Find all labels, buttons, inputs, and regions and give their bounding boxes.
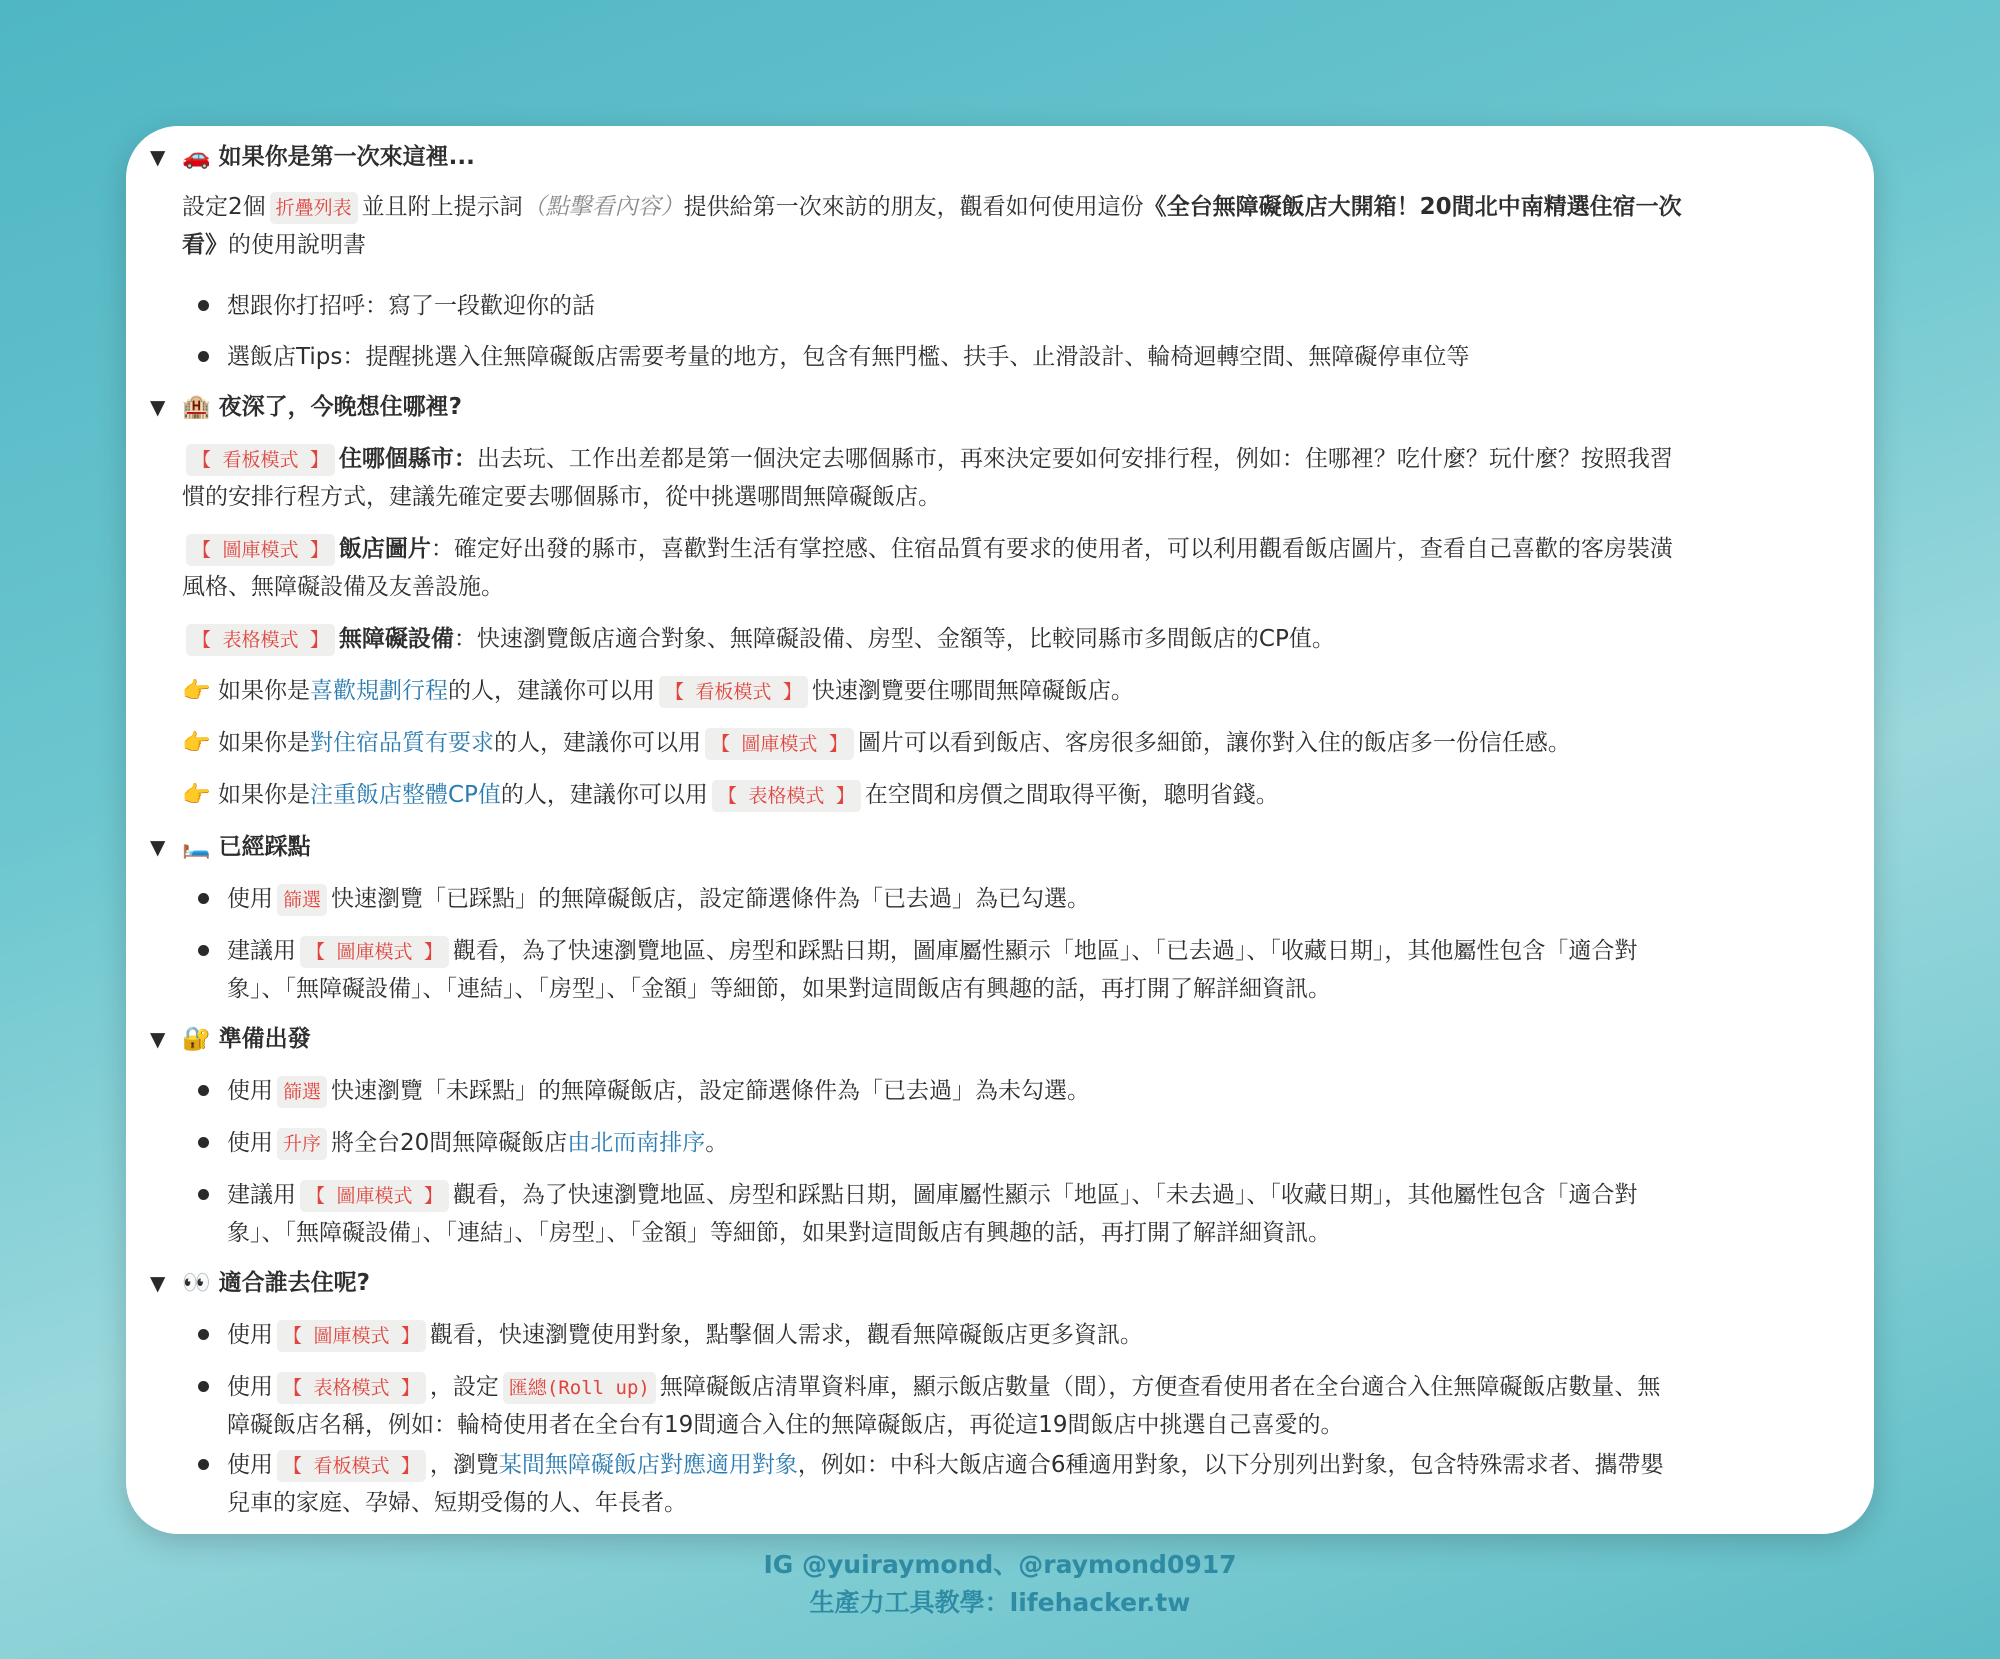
highlight-text: 注重飯店整體CP值 [309, 782, 501, 808]
inline-code-tag: 【 圖庫模式 】 [186, 534, 335, 566]
bold-title: 看》 [182, 232, 228, 258]
list-item [227, 1072, 1090, 1110]
bold-label: 飯店圖片 [338, 536, 431, 562]
heading-text: 已經踩點 [218, 834, 311, 860]
highlight-text: 某間無障礙飯店對應適用對象 [498, 1452, 798, 1478]
text: ，瀏覽 [429, 1452, 499, 1478]
inline-code-tag: 【 圖庫模式 】 [300, 936, 449, 968]
toggle-heading-tonight[interactable] [182, 388, 462, 426]
text: ：快速瀏覽飯店適合對象、無障礙設備、房型、金額等，比較同縣市多間飯店的CP值。 [453, 626, 1335, 652]
text: ：確定好出發的縣市，喜歡對生活有掌控感、住宿品質有要求的使用者，可以利用觀看飯店圖片，查看自己喜歡的客房裝潢 [430, 536, 1673, 562]
text: 使用 [227, 1078, 273, 1104]
tip-line [182, 724, 1571, 762]
italic-note: （點擊看內容） [522, 194, 684, 220]
heading-text: 夜深了，今晚想住哪裡? [218, 394, 462, 420]
bullet-dot-icon [198, 1137, 209, 1148]
bullet-dot-icon [198, 1189, 209, 1200]
text: 提供給第一次來訪的朋友，觀看如何使用這份 [683, 194, 1144, 220]
toggle-triangle-icon[interactable]: ▼ [150, 835, 166, 859]
bold-title: 《全台無障礙飯店大開箱！20間北中南精選住宿一次 [1143, 194, 1682, 220]
list-item: 選飯店Tips：提醒挑選入住無障礙飯店需要考量的地方，包含有無門檻、扶手、止滑設計、輪椅迴轉空間、無障礙停車位等 [227, 344, 1470, 370]
lock-icon: 🔐 [182, 1026, 211, 1052]
text: 將全台20間無障礙飯店 [331, 1130, 568, 1156]
inline-code-tag: 【 看板模式 】 [659, 676, 808, 708]
hotel-icon: 🏨 [182, 394, 211, 420]
text: 快速瀏覽「已踩點」的無障礙飯店，設定篩選條件為「已去過」為已勾選。 [331, 886, 1091, 912]
text: 觀看，快速瀏覽使用對象，點擊個人需求，觀看無障礙飯店更多資訊。 [429, 1322, 1143, 1348]
pointing-hand-icon: 👉 [182, 782, 211, 808]
notion-page-card [126, 126, 1874, 1534]
text: 使用 [227, 886, 273, 912]
bold-label: 無障礙設備 [338, 626, 454, 652]
text: 如果你是 [217, 730, 310, 756]
bold-label: 住哪個縣市： [338, 446, 477, 472]
list-item [227, 1124, 728, 1162]
text: 圖片可以看到飯店、客房很多細節，讓你對入住的飯店多一份信任感。 [857, 730, 1571, 756]
tip-line [182, 672, 1134, 710]
text: 使用 [227, 1374, 273, 1400]
list-item [227, 1316, 1143, 1354]
car-icon: 🚗 [182, 144, 211, 170]
inline-code-tag: 【 看板模式 】 [186, 444, 335, 476]
list-item-continuation: 象」、「無障礙設備」、「連結」、「房型」、「金額」等細節，如果對這間飯店有興趣的話，再打開了解詳細資訊。 [227, 976, 1331, 1002]
tip-line [182, 776, 1279, 814]
text: 出去玩、工作出差都是第一個決定去哪個縣市，再來決定要如何安排行程，例如：住哪裡？吃什麼？玩什麼？按照我習 [476, 446, 1673, 472]
bullet-dot-icon [198, 893, 209, 904]
toggle-heading-ready[interactable] [182, 1020, 311, 1058]
highlight-text: 喜歡規劃行程 [309, 678, 448, 704]
text: 建議用 [227, 938, 296, 964]
text: 使用 [227, 1130, 273, 1156]
mode-gallery-line1 [182, 530, 1673, 568]
toggle-triangle-icon[interactable]: ▼ [150, 1271, 166, 1295]
text: 快速瀏覽「未踩點」的無障礙飯店，設定篩選條件為「已去過」為未勾選。 [331, 1078, 1091, 1104]
text: ，設定 [429, 1374, 499, 1400]
bullet-dot-icon [198, 1329, 209, 1340]
text: 無障礙飯店清單資料庫，顯示飯店數量（間），方便查看使用者在全台適合入住無障礙飯店數量、無 [659, 1374, 1661, 1400]
inline-code-tag: 【 圖庫模式 】 [705, 728, 854, 760]
toggle-heading-visited[interactable] [182, 828, 311, 866]
footer-website: 生產力工具教學：lifehacker.tw [809, 1588, 1191, 1617]
toggle-triangle-icon[interactable]: ▼ [150, 1027, 166, 1051]
bed-icon: 🛏️ [182, 834, 211, 860]
highlight-text: 對住宿品質有要求 [309, 730, 494, 756]
text: 的人，建議你可以用 [447, 678, 655, 704]
list-item-continuation: 兒車的家庭、孕婦、短期受傷的人、年長者。 [227, 1490, 687, 1516]
text: 的人，建議你可以用 [500, 782, 708, 808]
list-item [227, 880, 1090, 918]
bullet-dot-icon [198, 351, 209, 362]
text: 如果你是 [217, 782, 310, 808]
pointing-hand-icon: 👉 [182, 730, 211, 756]
bullet-dot-icon [198, 1085, 209, 1096]
inline-code-tag: 匯總(Roll up) [503, 1372, 656, 1404]
bullet-dot-icon [198, 945, 209, 956]
list-item [227, 1368, 1660, 1406]
text: 建議用 [227, 1182, 296, 1208]
text: 的使用說明書 [228, 232, 366, 258]
text: 觀看，為了快速瀏覽地區、房型和踩點日期，圖庫屬性顯示「地區」、「已去過」、「收藏日期」，其他屬性包含「適合對 [452, 938, 1638, 964]
inline-code-tag: 【 看板模式 】 [277, 1450, 426, 1482]
mode-table-line [182, 620, 1335, 658]
inline-code-tag: 升序 [277, 1128, 327, 1160]
inline-code-tag: 篩選 [277, 1076, 327, 1108]
mode-gallery-line2: 風格、無障礙設備及友善設施。 [182, 574, 504, 600]
inline-code-tag: 篩選 [277, 884, 327, 916]
text: 使用 [227, 1322, 273, 1348]
list-item [227, 1446, 1664, 1484]
text: 使用 [227, 1452, 273, 1478]
text: 設定2個 [182, 194, 266, 220]
text: 並且附上提示詞 [361, 194, 523, 220]
bullet-dot-icon [198, 1459, 209, 1470]
intro-paragraph-line1 [182, 188, 1682, 226]
toggle-triangle-icon[interactable]: ▼ [150, 145, 166, 169]
text: 觀看，為了快速瀏覽地區、房型和踩點日期，圖庫屬性顯示「地區」、「未去過」、「收藏日期」，其他屬性包含「適合對 [452, 1182, 1638, 1208]
heading-text: 適合誰去住呢? [218, 1270, 370, 1296]
toggle-triangle-icon[interactable]: ▼ [150, 395, 166, 419]
text: 如果你是 [217, 678, 310, 704]
page-content [126, 126, 1874, 1534]
toggle-heading-first-visit[interactable] [182, 138, 475, 176]
heading-text: 準備出發 [218, 1026, 311, 1052]
inline-code-tag: 【 圖庫模式 】 [300, 1180, 449, 1212]
pointing-hand-icon: 👉 [182, 678, 211, 704]
list-item-continuation: 障礙飯店名稱，例如：輪椅使用者在全台有19間適合入住的無障礙飯店，再從這19間飯店中挑選自己喜愛的。 [227, 1412, 1344, 1438]
text: ，例如：中科大飯店適合6種適用對象，以下分別列出對象，包含特殊需求者、攜帶嬰 [797, 1452, 1664, 1478]
text: 在空間和房價之間取得平衡，聰明省錢。 [864, 782, 1279, 808]
inline-code-tag: 折疊列表 [270, 192, 358, 224]
eyes-icon: 👀 [182, 1270, 211, 1296]
list-item: 想跟你打招呼：寫了一段歡迎你的話 [227, 293, 595, 319]
inline-code-tag: 【 表格模式 】 [186, 624, 335, 656]
list-item-continuation: 象」、「無障礙設備」、「連結」、「房型」、「金額」等細節，如果對這間飯店有興趣的話，再打開了解詳細資訊。 [227, 1220, 1331, 1246]
list-item [227, 1176, 1637, 1214]
intro-paragraph-line2 [182, 226, 366, 264]
inline-code-tag: 【 表格模式 】 [277, 1372, 426, 1404]
bullet-dot-icon [198, 1381, 209, 1392]
text: 。 [705, 1130, 729, 1156]
bullet-dot-icon [198, 300, 209, 311]
highlight-text: 由北而南排序 [567, 1130, 706, 1156]
toggle-heading-who[interactable] [182, 1264, 370, 1302]
mode-board-line2: 慣的安排行程方式，建議先確定要去哪個縣市，從中挑選哪間無障礙飯店。 [182, 484, 941, 510]
inline-code-tag: 【 圖庫模式 】 [277, 1320, 426, 1352]
inline-code-tag: 【 表格模式 】 [712, 780, 861, 812]
text: 的人，建議你可以用 [493, 730, 701, 756]
heading-text: 如果你是第一次來這裡... [218, 144, 475, 170]
mode-board-line1 [182, 440, 1673, 478]
list-item [227, 932, 1637, 970]
text: 快速瀏覽要住哪間無障礙飯店。 [811, 678, 1134, 704]
footer-ig-handles: IG @yuiraymond、@raymond0917 [763, 1550, 1237, 1579]
